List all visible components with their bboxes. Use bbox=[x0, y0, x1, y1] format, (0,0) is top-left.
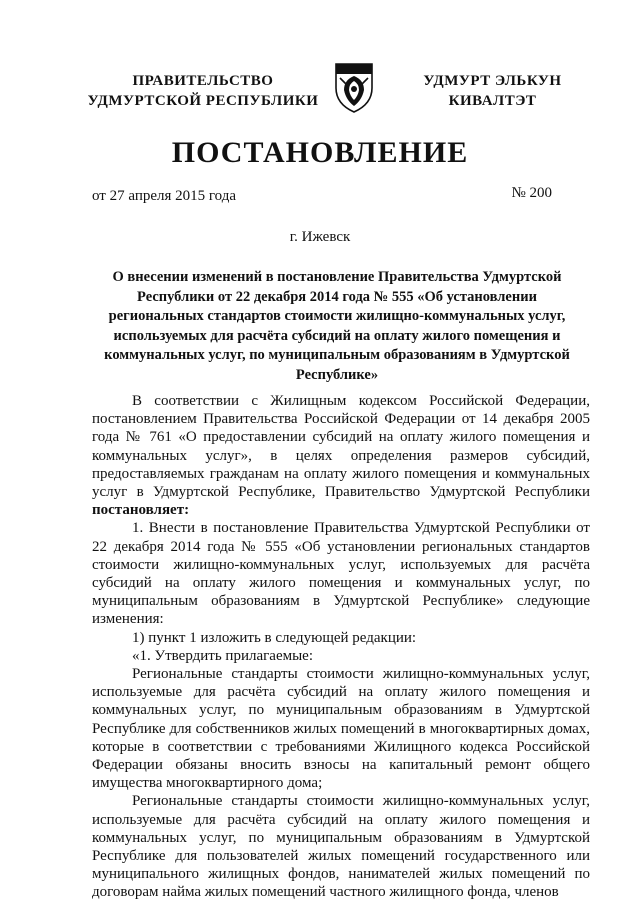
body-paragraph-1-text: В соответствии с Жилищным кодексом Российской Федерации, постановлением Правительства Российской Федерации от 14 декабря 2005 года № 761 «О предоставлении субсидий на оплату жилого помещения и коммунальных услуг», в целях определения размеров субсидий, предоставляемых гражданам на оплату жилого помещения и коммунальных услуг в Удмуртской Республике, Правительство Удмуртской Республики bbox=[92, 393, 590, 501]
document-title: ПОСТАНОВЛЕНИЕ bbox=[171, 136, 469, 169]
body-paragraph-2: 1. Внести в постановление Правительства Удмуртской Республики от 22 декабря 2014 года № 555 «Об установлении региональных стандартов стоимости жилищно-коммунальных услуг, используемых для расчёта субсидий на оплату жилого помещения и коммунальных услуг, по муниципальным образованиям в Удмуртской Республике» следующие изменения: bbox=[92, 520, 590, 628]
document-date: от 27 апреля 2015 года bbox=[92, 188, 237, 204]
document-body bbox=[92, 392, 590, 902]
document-city: г. Ижевск bbox=[289, 229, 351, 245]
body-paragraph-1-bold: постановляет: bbox=[92, 502, 190, 519]
document-subject: О внесении изменений в постановление Правительства Удмуртской Республики от 22 декабря 2014 года № 555 «Об установлении региональных стандартов стоимости жилищно-коммунальных услуг, используемых для расчёта субсидий на оплату жилого помещения и коммунальных услуг, по муниципальным образованиям в Удмуртской Республике» bbox=[104, 269, 570, 383]
header-left-line1: ПРАВИТЕЛЬСТВО bbox=[132, 73, 274, 89]
body-paragraph-3: 1) пункт 1 изложить в следующей редакции: bbox=[132, 629, 417, 646]
udmurt-emblem-icon bbox=[330, 58, 378, 114]
header-right-line2: КИВАЛТЭТ bbox=[448, 93, 537, 109]
header-right bbox=[410, 71, 575, 111]
body-paragraph-1 bbox=[92, 392, 590, 519]
header-right-line1: УДМУРТ ЭЛЬКУН bbox=[423, 73, 562, 89]
header-left bbox=[78, 71, 328, 111]
document-number: № 200 bbox=[511, 185, 552, 201]
header-left-line2: УДМУРТСКОЙ РЕСПУБЛИКИ bbox=[87, 93, 319, 109]
body-paragraph-6: Региональные стандарты стоимости жилищно-коммунальных услуг, используемые для расчёта субсидий на оплату жилого помещения и коммунальных услуг, по муниципальным образованиям в Удмуртской Республике для пользователей жилых помещений государственного или муниципального жилищных фондов, нанимателей жилых помещений по договорам найма жилых помещений частного жилищного фонда, членов bbox=[92, 793, 590, 901]
body-paragraph-4: «1. Утвердить прилагаемые: bbox=[132, 647, 313, 664]
body-paragraph-5: Региональные стандарты стоимости жилищно-коммунальных услуг, используемые для расчёта субсидий на оплату жилого помещения и коммунальных услуг, по муниципальным образованиям в Удмуртской Республике для собственников жилых помещений в многоквартирных домах, которые в соответствии с требованиями Жилищного кодекса Российской Федерации обязаны вносить взносы на капитальный ремонт общего имущества многоквартирного дома; bbox=[92, 666, 590, 792]
